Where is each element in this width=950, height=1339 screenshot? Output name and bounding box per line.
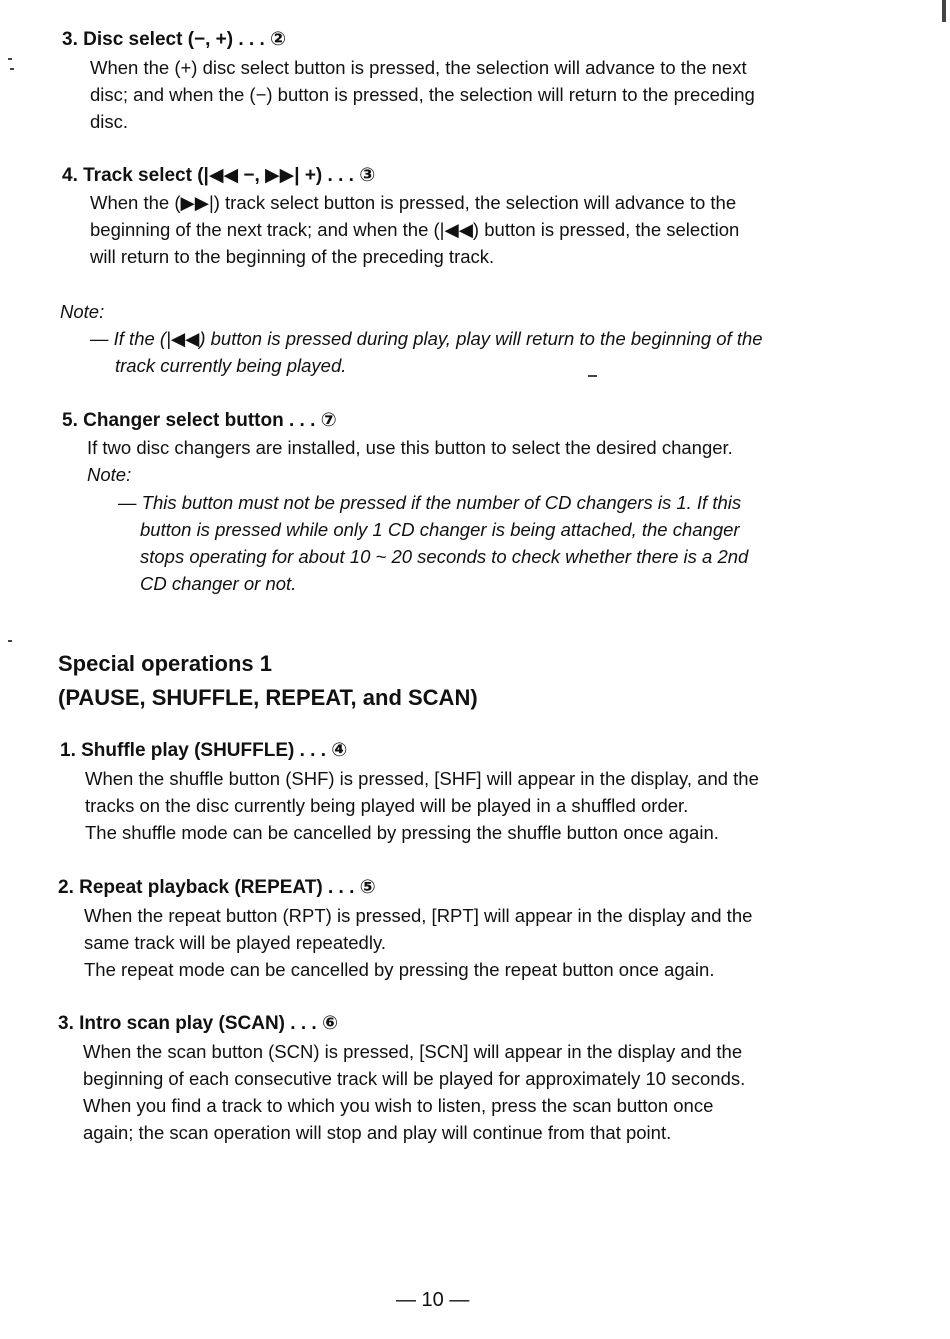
changer-note-line: — This button must not be pressed if the number of CD changers is 1. If this [118,492,742,513]
special-heading-line2: (PAUSE, SHUFFLE, REPEAT, and SCAN) [58,685,478,710]
text-line: When the scan button (SCN) is pressed, [SCN] will appear in the display and the [83,1041,743,1062]
changer-note-line: CD changer or not. [140,573,297,594]
track-select-body [90,189,850,270]
shuffle-body [85,765,855,846]
text-line: When the (+) disc select button is pressed, the selection will advance to the next [90,57,747,78]
text-line: same track will be played repeatedly. [84,932,386,953]
track-select-title: 4. Track select (|◀◀ −, ▶▶| +) . . . ③ [62,165,376,186]
changer-note-line: stops operating for about 10 ~ 20 seconds to check whether there is a 2nd [140,546,749,567]
changer-note-line: button is pressed while only 1 CD changer is being attached, the changer [140,519,740,540]
repeat-body [84,902,854,983]
text-line: again; the scan operation will stop and play will continue from that point. [83,1122,672,1143]
text-line: tracks on the disc currently being played will be played in a shuffled order. [85,795,689,816]
note-label: Note: [60,301,105,322]
text-line: When you find a track to which you wish to listen, press the scan button once [83,1095,714,1116]
shuffle-title: 1. Shuffle play (SHUFFLE) . . . ④ [60,740,348,761]
disc-select-body [90,54,850,135]
text-line: disc; and when the (−) button is pressed, the selection will return to the preceding [90,84,755,105]
text-line: beginning of the next track; and when the (|◀◀) button is pressed, the selection [90,219,740,240]
text-line: beginning of each consecutive track will be played for approximately 10 seconds. [83,1068,746,1089]
stray-mark [588,375,597,377]
changer-select-body: If two disc changers are installed, use this button to select the desired changer. [87,437,733,458]
margin-mark [8,640,12,642]
changer-note-label: Note: [87,464,132,485]
special-heading-line1: Special operations 1 [58,651,272,676]
note-line: track currently being played. [115,355,347,376]
edge-mark [942,0,946,22]
text-line: When the (▶▶|) track select button is pressed, the selection will advance to the [90,192,737,213]
note-line: — If the (|◀◀) button is pressed during play, play will return to the beginning of the [90,328,763,349]
disc-select-title: 3. Disc select (−, +) . . . ② [62,29,287,50]
text-line: When the shuffle button (SHF) is pressed, [SHF] will appear in the display, and the [85,768,759,789]
repeat-title: 2. Repeat playback (REPEAT) . . . ⑤ [58,877,376,898]
scan-title: 3. Intro scan play (SCAN) . . . ⑥ [58,1013,339,1034]
text-line: disc. [90,111,129,132]
text-line: The repeat mode can be cancelled by pressing the repeat button once again. [84,959,715,980]
margin-mark [8,58,12,60]
scan-body [83,1038,853,1146]
text-line: When the repeat button (RPT) is pressed, [RPT] will appear in the display and the [84,905,753,926]
margin-mark [10,68,14,70]
text-line: will return to the beginning of the preceding track. [90,246,495,267]
changer-select-title: 5. Changer select button . . . ⑦ [62,410,337,431]
text-line: The shuffle mode can be cancelled by pressing the shuffle button once again. [85,822,719,843]
page-number: — 10 — [396,1289,470,1311]
